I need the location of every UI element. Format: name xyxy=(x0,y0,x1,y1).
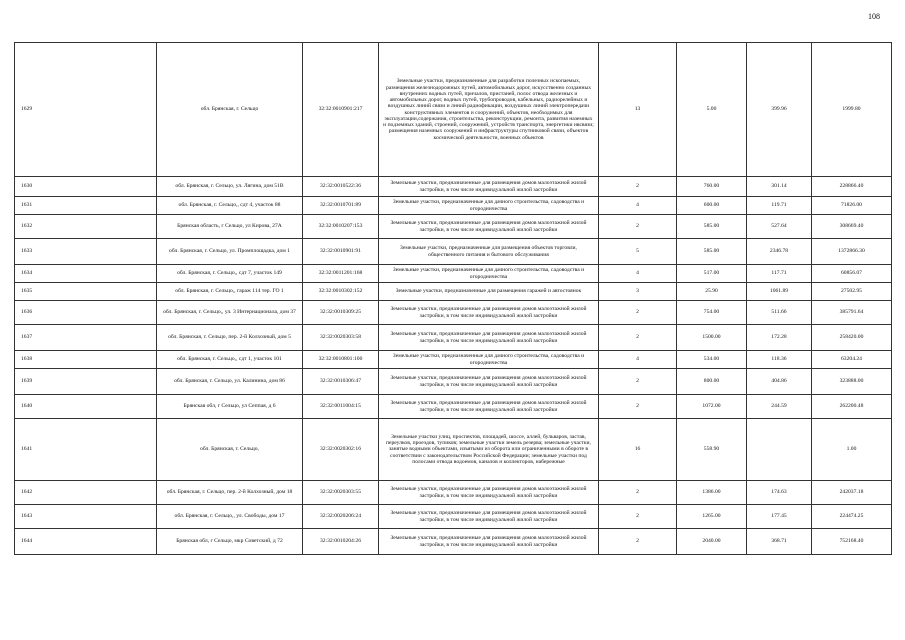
address-cell: обл. Брянская, г. Сельцо,, сдт 1, участок 101 xyxy=(157,351,303,369)
land-use-description-cell: Земельные участки улиц, проспектов, площадей, шоссе, аллей, бульваров, застав, переулков, проездов, тупиков; земельные участки земель резерва; земельные участки, занятые водными объектами, изъятыми из оборота или ограниченными в обороте в соответствии с законодательством Российской Федерации; земельные участки под полосами отвода водоемов, каналов и коллекторов, набережные xyxy=(379,419,599,481)
cadastral-value-cell: 228866.40 xyxy=(812,177,892,197)
address-cell: обл. Брянская, г. Сельцо, ул. Лягина, дом 51В xyxy=(157,177,303,197)
cadastral-number-cell: 32:32:0011201:168 xyxy=(303,265,379,283)
row-number: 1642 xyxy=(15,481,157,505)
land-use-description-cell: Земельные участки, предназначенные для размещения домов малоэтажной жилой застройки, в том числе индивидуальной жилой застройки xyxy=(379,301,599,325)
group-cell: 4 xyxy=(599,197,677,215)
cadastral-value-cell: 1.00 xyxy=(812,419,892,481)
specific-value-cell: 2346.78 xyxy=(747,239,812,265)
specific-value-cell: 511.66 xyxy=(747,301,812,325)
group-cell: 16 xyxy=(599,419,677,481)
area-cell: 1500.00 xyxy=(677,325,747,351)
land-registry-table xyxy=(14,42,892,555)
cadastral-value-cell: 27502.95 xyxy=(812,283,892,301)
table-row xyxy=(15,197,892,215)
specific-value-cell: 119.71 xyxy=(747,197,812,215)
cadastral-value-cell: 323888.00 xyxy=(812,369,892,395)
table-row xyxy=(15,369,892,395)
table-row xyxy=(15,505,892,529)
row-number: 1637 xyxy=(15,325,157,351)
group-cell: 2 xyxy=(599,481,677,505)
specific-value-cell: 172.28 xyxy=(747,325,812,351)
group-cell: 2 xyxy=(599,177,677,197)
group-cell: 3 xyxy=(599,283,677,301)
row-number: 1631 xyxy=(15,197,157,215)
area-cell: 517.00 xyxy=(677,265,747,283)
area-cell: 760.00 xyxy=(677,177,747,197)
address-cell: обл. Брянская, г. Сельцо xyxy=(157,43,303,177)
specific-value-cell: 117.71 xyxy=(747,265,812,283)
cadastral-value-cell: 242037.18 xyxy=(812,481,892,505)
address-cell: обл. Брянская, г. Сельцо,, сдт 7, участок 149 xyxy=(157,265,303,283)
area-cell: 754.00 xyxy=(677,301,747,325)
cadastral-number-cell: 32:32:0010309:25 xyxy=(303,301,379,325)
land-use-description-cell: Земельные участки, предназначенные для размещения домов малоэтажной жилой застройки, в том числе индивидуальной жилой застройки xyxy=(379,215,599,239)
cadastral-value-cell: 258420.00 xyxy=(812,325,892,351)
land-use-description-cell: Земельные участки, предназначенные для размещения домов малоэтажной жилой застройки, в том числе индивидуальной жилой застройки xyxy=(379,369,599,395)
cadastral-number-cell: 32:32:0010901:217 xyxy=(303,43,379,177)
area-cell: 534.00 xyxy=(677,351,747,369)
cadastral-number-cell: 32:32:0011004:15 xyxy=(303,395,379,419)
row-number: 1643 xyxy=(15,505,157,529)
cadastral-number-cell: 32:32:0010302:152 xyxy=(303,283,379,301)
area-cell: 1386.00 xyxy=(677,481,747,505)
land-use-description-cell: Земельные участки, предназначенные для размещения домов малоэтажной жилой застройки, в том числе индивидуальной жилой застройки xyxy=(379,325,599,351)
row-number: 1634 xyxy=(15,265,157,283)
address-cell: Брянская обл, г Сельцо, мкр Советский, д 72 xyxy=(157,529,303,555)
registry-table-body xyxy=(15,43,892,555)
area-cell: 585.00 xyxy=(677,215,747,239)
specific-value-cell: 399.96 xyxy=(747,43,812,177)
cadastral-number-cell: 32:32:0010801:100 xyxy=(303,351,379,369)
cadastral-number-cell: 32:32:0010522:36 xyxy=(303,177,379,197)
cadastral-number-cell: 32:32:0010306:47 xyxy=(303,369,379,395)
table-row xyxy=(15,239,892,265)
group-cell: 2 xyxy=(599,369,677,395)
row-number: 1633 xyxy=(15,239,157,265)
specific-value-cell xyxy=(747,419,812,481)
address-cell: обл. Брянская, г. Сельцо, ул. Калинина, дом 86 xyxy=(157,369,303,395)
cadastral-value-cell: 1999.80 xyxy=(812,43,892,177)
area-cell: 5.00 xyxy=(677,43,747,177)
group-cell: 4 xyxy=(599,351,677,369)
specific-value-cell: 301.14 xyxy=(747,177,812,197)
specific-value-cell: 404.86 xyxy=(747,369,812,395)
cadastral-number-cell: 32:32:0020303:58 xyxy=(303,325,379,351)
table-row xyxy=(15,215,892,239)
page-number: 108 xyxy=(868,12,880,21)
area-cell: 1265.00 xyxy=(677,505,747,529)
area-cell: 2040.00 xyxy=(677,529,747,555)
group-cell: 2 xyxy=(599,529,677,555)
cadastral-value-cell: 385791.64 xyxy=(812,301,892,325)
row-number: 1635 xyxy=(15,283,157,301)
address-cell: обл. Брянская, г. Сельцо, пер. 2-й Колхозный, дом 5 xyxy=(157,325,303,351)
land-use-description-cell: Земельные участки, предназначенные для размещения домов малоэтажной жилой застройки, в том числе индивидуальной жилой застройки xyxy=(379,177,599,197)
specific-value-cell: 527.64 xyxy=(747,215,812,239)
table-row xyxy=(15,283,892,301)
cadastral-number-cell: 32:32:0010204:26 xyxy=(303,529,379,555)
cadastral-value-cell: 63204.24 xyxy=(812,351,892,369)
group-cell: 5 xyxy=(599,239,677,265)
address-cell: обл. Брянская, г. Сельцо, xyxy=(157,419,303,481)
row-number: 1632 xyxy=(15,215,157,239)
land-use-description-cell: Земельные участки, предназначенные для размещения гаражей и автостоянок xyxy=(379,283,599,301)
address-cell: обл. Брянская, г. Сельцо,, ул. Свободы, дом 17 xyxy=(157,505,303,529)
cadastral-value-cell: 60856.07 xyxy=(812,265,892,283)
address-cell: обл. Брянская, г. Сельцо,, ул. 3 Интернационала, дом 37 xyxy=(157,301,303,325)
group-cell: 13 xyxy=(599,43,677,177)
area-cell: 800.00 xyxy=(677,369,747,395)
table-row xyxy=(15,265,892,283)
table-row xyxy=(15,351,892,369)
land-use-description-cell: Земельные участки, предназначенные для размещения домов малоэтажной жилой застройки, в том числе индивидуальной жилой застройки xyxy=(379,481,599,505)
group-cell: 2 xyxy=(599,301,677,325)
row-number: 1630 xyxy=(15,177,157,197)
area-cell: 600.00 xyxy=(677,197,747,215)
table-row xyxy=(15,325,892,351)
land-use-description-cell: Земельные участки, предназначенные для размещения домов малоэтажной жилой застройки, в том числе индивидуальной жилой застройки xyxy=(379,395,599,419)
address-cell: Брянская область, г Сельцо, ул Кирова, 27А xyxy=(157,215,303,239)
area-cell: 558.90 xyxy=(677,419,747,481)
address-cell: обл. Брянская, г. Сельцо,, сдт 4, участок 88 xyxy=(157,197,303,215)
cadastral-value-cell: 752168.40 xyxy=(812,529,892,555)
row-number: 1639 xyxy=(15,369,157,395)
land-use-description-cell: Земельные участки, предназначенные для дачного строительства, садоводства и огородничества xyxy=(379,351,599,369)
row-number: 1636 xyxy=(15,301,157,325)
specific-value-cell: 177.45 xyxy=(747,505,812,529)
address-cell: обл. Брянская, г. Сельцо, ул. Промплощадка, дом 1 xyxy=(157,239,303,265)
group-cell: 2 xyxy=(599,215,677,239)
address-cell: обл. Брянская, г. Сельцо,, гараж 114 тер. ГО 1 xyxy=(157,283,303,301)
cadastral-number-cell: 32:32:0010207:153 xyxy=(303,215,379,239)
land-use-description-cell: Земельные участки, предназначенные для разработки полезных ископаемых, размещения железнодорожных путей, автомобильных дорог, искусственно созданных внутренних водных путей, причалов, пристаней, полос отвода железных и автомобильных дорог, водных путей, трубопроводов, кабельных, радиорелейных и воздушных линий связи и линий радиофикации, воздушных линий электропередачи конструктивных элементов и сооружений, объектов, необходимых для эксплуатации,содержания, строительства, реконструкции, ремонта, развития наземных и подземных зданий, строений, сооружений, устройств транспорта, энергетики ивсвязи; размещения наземных сооружений и инфраструктуры спутниковой связи, объектов космической деятельности, военных объектов xyxy=(379,43,599,177)
area-cell: 1072.00 xyxy=(677,395,747,419)
table-row xyxy=(15,481,892,505)
row-number: 1629 xyxy=(15,43,157,177)
cadastral-value-cell: 224474.25 xyxy=(812,505,892,529)
table-row xyxy=(15,43,892,177)
cadastral-number-cell: 32:32:0020303:55 xyxy=(303,481,379,505)
row-number: 1641 xyxy=(15,419,157,481)
cadastral-number-cell: 32:32:0020302:16 xyxy=(303,419,379,481)
cadastral-value-cell: 262200.48 xyxy=(812,395,892,419)
address-cell: обл. Брянская, г. Сельцо, пер. 2-й Колхозный, дом 18 xyxy=(157,481,303,505)
cadastral-number-cell: 32:32:0020206:24 xyxy=(303,505,379,529)
table-row xyxy=(15,529,892,555)
group-cell: 2 xyxy=(599,505,677,529)
table-row xyxy=(15,177,892,197)
table-row xyxy=(15,301,892,325)
specific-value-cell: 1061.89 xyxy=(747,283,812,301)
row-number: 1644 xyxy=(15,529,157,555)
cadastral-value-cell: 1372866.30 xyxy=(812,239,892,265)
land-use-description-cell: Земельные участки, предназначенные для размещения объектов торговли, общественного питания и бытового обслуживания xyxy=(379,239,599,265)
area-cell: 585.00 xyxy=(677,239,747,265)
land-use-description-cell: Земельные участки, предназначенные для размещения домов малоэтажной жилой застройки, в том числе индивидуальной жилой застройки xyxy=(379,505,599,529)
group-cell: 2 xyxy=(599,395,677,419)
land-use-description-cell: Земельные участки, предназначенные для дачного строительства, садоводства и огородничества xyxy=(379,197,599,215)
area-cell: 25.90 xyxy=(677,283,747,301)
land-use-description-cell: Земельные участки, предназначенные для дачного строительства, садоводства и огородничества xyxy=(379,265,599,283)
specific-value-cell: 244.59 xyxy=(747,395,812,419)
table-row xyxy=(15,395,892,419)
cadastral-number-cell: 32:32:0010701:89 xyxy=(303,197,379,215)
cadastral-value-cell: 71826.00 xyxy=(812,197,892,215)
specific-value-cell: 174.63 xyxy=(747,481,812,505)
address-cell: Брянская обл, г Сельцо, ул Сеппая, д 6 xyxy=(157,395,303,419)
table-row xyxy=(15,419,892,481)
row-number: 1640 xyxy=(15,395,157,419)
cadastral-number-cell: 32:32:0010901:91 xyxy=(303,239,379,265)
land-use-description-cell: Земельные участки, предназначенные для размещения домов малоэтажной жилой застройки, в том числе индивидуальной жилой застройки xyxy=(379,529,599,555)
specific-value-cell: 118.36 xyxy=(747,351,812,369)
group-cell: 4 xyxy=(599,265,677,283)
cadastral-value-cell: 308669.40 xyxy=(812,215,892,239)
group-cell: 2 xyxy=(599,325,677,351)
specific-value-cell: 368.71 xyxy=(747,529,812,555)
row-number: 1638 xyxy=(15,351,157,369)
